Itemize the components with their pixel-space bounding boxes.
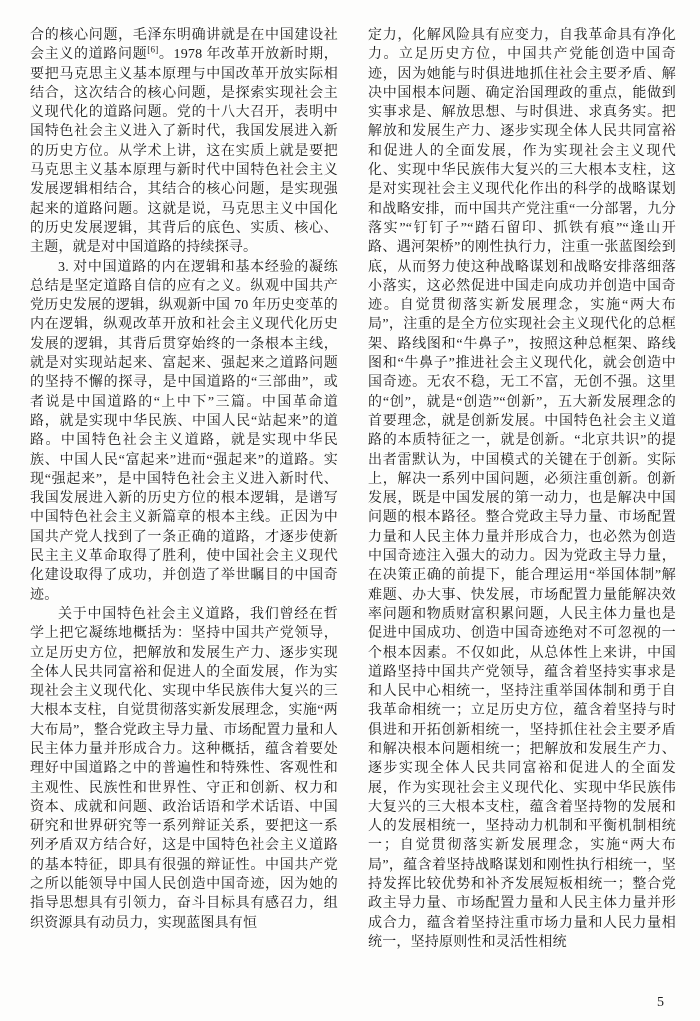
page-number: 5 (657, 995, 664, 1010)
paragraph-continuation (30, 26, 338, 258)
footnote-marker: [6] (147, 44, 159, 55)
paragraph-text: 。1978 年改革开放新时期，要把马克思主义基本原理与中国改革开放实际相结合，这次结合的核心问题，是探索实现社会主义现代化的道路问题。党的十八大召开，表明中国特色社会主义进入了新时代，我国发展进入新的历史方位。从学术上讲，这在实质上就是要把马克思主义基本原理与新时代中国特色社会主义发展逻辑相结合，其结合的核心问题，是实现强起来的道路问题。这就是说，马克思主义中国化的历史发展逻辑，其背后的底色、实质、核心、主题，就是对中国道路的持续探寻。 (30, 47, 338, 256)
text-columns (30, 26, 676, 993)
paragraph-continuation: 定力，化解风险具有应变力，自我革命具有净化力。立足历史方位，中国共产党能创造中国奇迹，因为她能与时俱进地抓住社会主要矛盾、解决中国根本问题、确定治国理政的重点，能做到实事求是、解放思想、与时俱进、求真务实。把解放和发展生产力、逐步实现全体人民共同富裕和促进人的全面发展，作为实现社会主义现代化、实现中华民族伟大复兴的三大根本支柱，这是对实现社会主义现代化作出的科学的战略谋划和战略安排，而中国共产党注重“一分部署，九分落实”“钉钉子”“踏石留印、抓铁有痕”“逢山开路、遇河架桥”的刚性执行力，注重一张蓝图绘到底，从而努力使这种战略谋划和战略安排落细落小落实，这必然促进中国走向成功并创造中国奇迹。自觉贯彻落实新发展理念，实施“两大布局”，注重的是全方位实现社会主义现代化的总框架、路线图和“牛鼻子”，按照这种总框架、路线图和“牛鼻子”推进社会主义现代化，就会创造中国奇迹。无农不稳，无工不富，无创不强。这里的“创”，就是“创造”“创新”，五大新发展理念的首要理念，就是创新发展。中国特色社会主义道路的本质特征之一，就是创新。“北京共识”的提出者雷默认为，中国模式的关键在于创新。实际上，解决一系列中国问题，必须注重创新。创新发展，既是中国发展的第一动力，也是解决中国问题的根本路径。整合党政主导力量、市场配置力量和人民主体力量并形成合力，也必然为创造中国奇迹注入强大的动力。因为党政主导力量，在决策正确的前提下，能合理运用“举国体制”解难题、办大事、快发展，市场配置力量能解决效率问题和物质财富积累问题，人民主体力量也是促进中国成功、创造中国奇迹绝对不可忽视的一个根本因素。不仅如此，从总体性上来讲，中国道路坚持中国共产党领导，蕴含着坚持实事求是和人民中心相统一，坚持注重举国体制和勇于自我革命相统一；立足历史方位，蕴含着坚持与时俱进和开拓创新相统一，坚持抓住社会主要矛盾和解决根本问题相统一；把解放和发展生产力、逐步实现全体人民共同富裕和促进人的全面发展，作为实现社会主义现代化、实现中华民族伟大复兴的三大根本支柱，蕴含着坚持物的发展和人的发展相统一，坚持动力机制和平衡机制相统一；自觉贯彻落实新发展理念，实施“两大布局”，蕴含着坚持战略谋划和刚性执行相统一，坚持发挥比较优势和补齐发展短板相统一；整合党政主导力量、市场配置力量和人民主体力量并形成合力，蕴含着坚持注重市场力量和人民力量相统一，坚持原则性和灵活性相统 (368, 28, 676, 950)
right-column (368, 26, 676, 993)
paragraph-numbered-3: 3. 对中国道路的内在逻辑和基本经验的凝练总结是坚定道路自信的应有之义。纵观中国共产党历史发展的逻辑，纵观新中国 70 年历史变革的内在逻辑，纵观改革开放和社会主义现代化历史发展的逻辑，其背后贯穿始终的一条根本主线，就是对实现站起来、富起来、强起来之道路问题的坚持不懈的探寻，是中国道路的“三部曲”，或者说是中国道路的“上中下”三篇。中国革命道路，就是实现中华民族、中国人民“站起来”的道路。中国特色社会主义道路，就是实现中华民族、中国人民“富起来”进而“强起来”的道路。实现“强起来”，是中国特色社会主义进入新时代、我国发展进入新的历史方位的根本逻辑，是谱写中国特色社会主义新篇章的根本主线。正因为中国共产党人找到了一条正确的道路，才逐步使新民主主义革命取得了胜利，使中国社会主义现代化建设取得了成功，并创造了举世瞩目的中国奇迹。 (30, 259, 338, 603)
paragraph: 关于中国特色社会主义道路，我们曾经在哲学上把它凝练地概括为：坚持中国共产党领导，立足历史方位，把解放和发展生产力、逐步实现全体人民共同富裕和促进人的全面发展，作为实现社会主义现代化、实现中华民族伟大复兴的三大根本支柱，自觉贯彻落实新发展理念，实施“两大布局”，整合党政主导力量、市场配置力量和人民主体力量并形成合力。这种概括，蕴含着要处理好中国道路之中的普遍性和特殊性、客观性和主观性、民族性和世界性、守正和创新、权力和资本、成就和问题、政治话语和学术话语、中国研究和世界研究等一系列辩证关系，要把这一系列矛盾双方结合好，这是中国特色社会主义道路的基本特征，即具有很强的辩证性。中国共产党之所以能领导中国人民创造中国奇迹，因为她的指导思想具有引领力，奋斗目标具有感召力，组织资源具有动员力，实现蓝图具有恒 (30, 606, 338, 931)
paragraph-text: 合的核心问题，毛泽东明确讲就是在中国建设社会主义的道路问题 (30, 28, 338, 63)
left-column (30, 26, 338, 993)
